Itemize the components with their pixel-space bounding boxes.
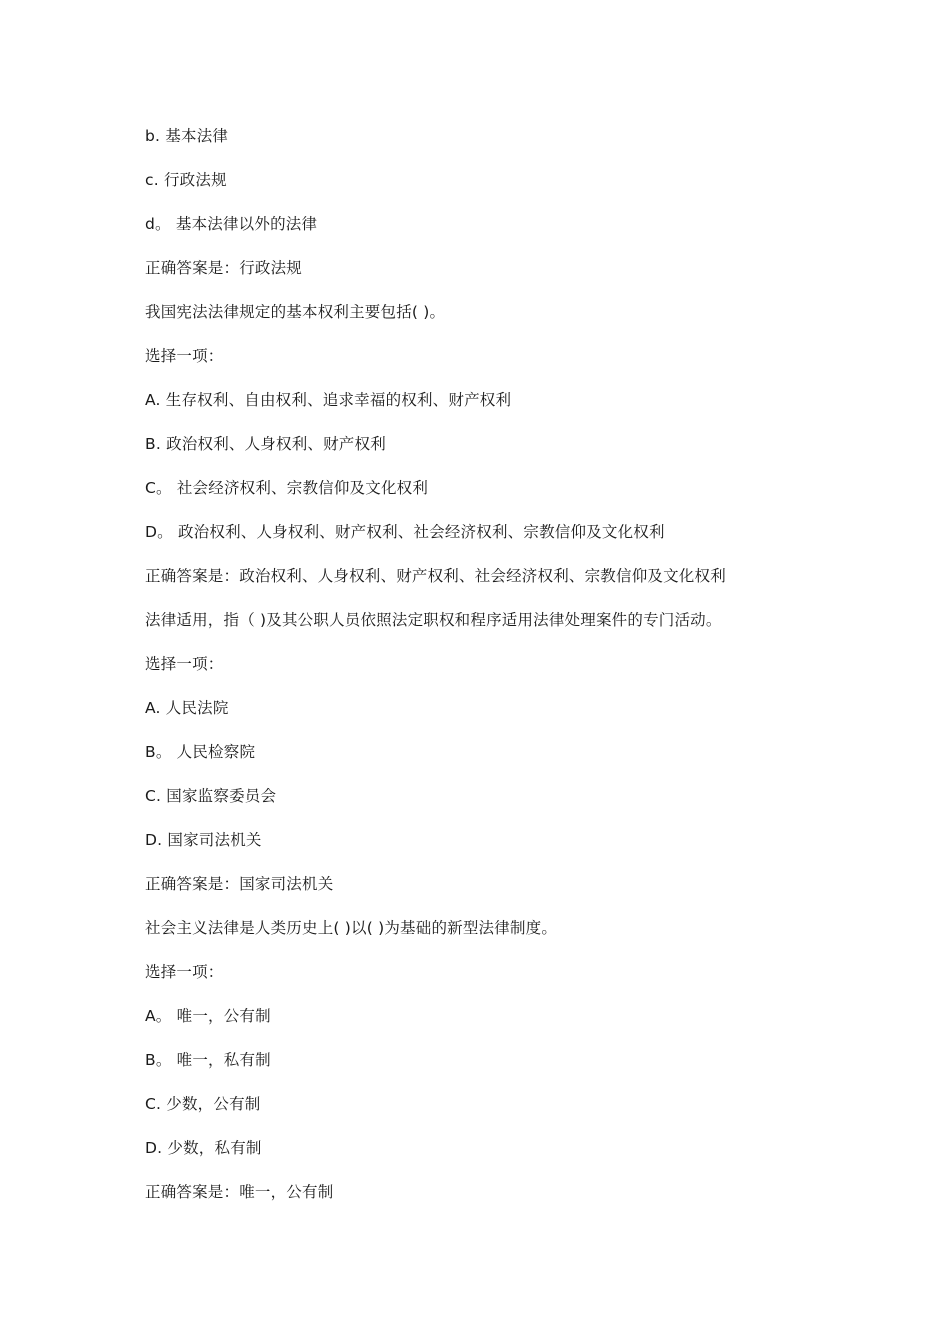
option-d-q2: D。 政治权利、人身权利、财产权利、社会经济权利、宗教信仰及文化权利 [145, 523, 665, 541]
choose-one-label-q3: 选择一项： [145, 655, 224, 673]
option-a-q3: A. 人民法院 [145, 699, 229, 717]
option-a-q4: A。 唯一，公有制 [145, 1007, 271, 1025]
option-b-q3: B。 人民检察院 [145, 743, 256, 761]
choose-one-label-q2: 选择一项： [145, 347, 224, 365]
option-b-q2: B. 政治权利、人身权利、财产权利 [145, 435, 386, 453]
option-a-q2: A. 生存权利、自由权利、追求幸福的权利、财产权利 [145, 391, 512, 409]
option-d-q4: D. 少数，私有制 [145, 1139, 262, 1157]
choose-one-label-q4: 选择一项： [145, 963, 224, 981]
document-body [145, 124, 845, 1224]
answer-q3: 正确答案是：国家司法机关 [145, 875, 334, 893]
option-c-q2: C。 社会经济权利、宗教信仰及文化权利 [145, 479, 429, 497]
answer-q4: 正确答案是：唯一，公有制 [145, 1183, 334, 1201]
option-c-q1: c. 行政法规 [145, 171, 227, 189]
option-b-q4: B。 唯一，私有制 [145, 1051, 271, 1069]
question-2: 我国宪法法律规定的基本权利主要包括( )。 [145, 303, 446, 321]
option-b-q1: b. 基本法律 [145, 127, 229, 145]
option-c-q4: C. 少数，公有制 [145, 1095, 261, 1113]
question-3: 法律适用，指（ )及其公职人员依照法定职权和程序适用法律处理案件的专门活动。 [145, 611, 722, 629]
option-d-q3: D. 国家司法机关 [145, 831, 262, 849]
answer-q2: 正确答案是：政治权利、人身权利、财产权利、社会经济权利、宗教信仰及文化权利 [145, 567, 726, 585]
option-d-q1: d。 基本法律以外的法律 [145, 215, 318, 233]
question-4: 社会主义法律是人类历史上( )以( )为基础的新型法律制度。 [145, 919, 558, 937]
option-c-q3: C. 国家监察委员会 [145, 787, 277, 805]
answer-q1: 正确答案是：行政法规 [145, 259, 303, 277]
